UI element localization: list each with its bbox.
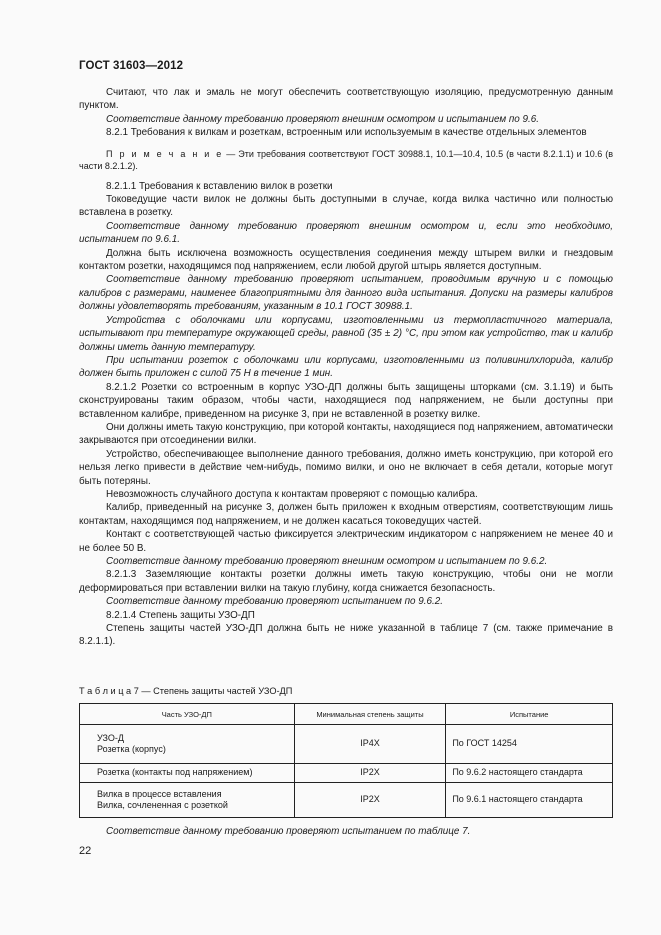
table-header-row <box>80 704 613 725</box>
paragraph: Соответствие данному требованию проверяют испытанием по 9.6.2. <box>106 596 443 608</box>
paragraph: Контакт с соответствующей частью фиксируется электрическим индикатором с напряжением не менее 40 и не более 50 В. <box>79 529 613 554</box>
table-header-cell: Часть УЗО-ДП <box>80 704 295 725</box>
table-cell <box>80 783 295 818</box>
note <box>79 148 613 172</box>
document-header: ГОСТ 31603—2012 <box>79 60 184 72</box>
table-cell: IP2X <box>294 783 446 818</box>
table-cell: По 9.6.2 настоящего стандарта <box>446 764 613 783</box>
cell-line: Вилка в процессе вставления <box>97 788 222 799</box>
table-row <box>80 783 613 818</box>
table-cell <box>80 725 295 764</box>
table-cell: IP2X <box>294 764 446 783</box>
table-row <box>80 764 613 783</box>
note-text: — Эти требования соответствуют ГОСТ 30988.1, 10.1—10.4, 10.5 (в части 8.2.1.1) и 10.6 (в части 8.2.1.2). <box>79 148 613 171</box>
page-number: 22 <box>79 845 92 857</box>
section-heading: 8.2.1.4 Степень защиты УЗО-ДП <box>106 609 255 621</box>
note-label: П р и м е ч а н и е <box>106 148 224 159</box>
table-cell: IP4X <box>294 725 446 764</box>
table-row <box>80 725 613 764</box>
table-caption-text: 7 — Степень защиты частей УЗО-ДП <box>131 686 293 696</box>
footer-note: Соответствие данному требованию проверяют испытанием по таблице 7. <box>106 826 471 837</box>
table-header-cell: Минимальная степень защиты <box>294 704 446 725</box>
paragraph: 8.2.1.2 Розетки со встроенным в корпус УЗО-ДП должны быть защищены шторками (см. 3.1.19) и быть сконструированы таким образом, чтобы части, находящиеся под напряжением, не были доступны при вставленном калибре, приведенном на рисунке 3, при не вставленной в розетку вилке. <box>79 381 613 420</box>
table-cell: По 9.6.1 настоящего стандарта <box>446 783 613 818</box>
table-header-cell: Испытание <box>446 704 613 725</box>
section-heading: 8.2.1.1 Требования к вставлению вилок в розетки <box>106 180 333 192</box>
document-body <box>79 86 613 649</box>
cell-line: Розетка (корпус) <box>97 744 166 754</box>
paragraph: Соответствие данному требованию проверяют внешним осмотром и испытанием по 9.6. <box>106 113 539 125</box>
table-caption-label: Т а б л и ц а <box>79 686 132 696</box>
paragraph: Невозможность случайного доступа к контактам проверяют с помощью калибра. <box>106 488 478 500</box>
paragraph: Соответствие данному требованию проверяют внешним осмотром и, если это необходимо, испытанием по 9.6.1. <box>79 220 613 246</box>
paragraph: Устройство, обеспечивающее выполнение данного требования, должно иметь конструкцию, при которой его нельзя легко привести в действие чем-нибудь, помимо вилки, и оно не включает в себя детали, которые могут быть потеряны. <box>79 448 613 487</box>
paragraph: Соответствие данному требованию проверяют внешним осмотром и испытанием по 9.6.2. <box>106 556 548 567</box>
paragraph: При испытании розеток с оболочками или корпусами, изготовленными из поливинилхлорида, калибр должен быть приложен с силой 75 Н в течение 1 мин. <box>79 354 613 380</box>
table-cell: Розетка (контакты под напряжением) <box>80 764 295 783</box>
table-caption <box>79 686 292 696</box>
paragraph: 8.2.1.3 Заземляющие контакты розетки должны иметь такую конструкцию, чтобы они не могли деформироваться при вставлении вилки на такую глубину, когда снижается безопасность. <box>79 569 613 594</box>
section-heading: 8.2.1 Требования к вилкам и розеткам, встроенным или используемым в качестве отдельных элементов <box>106 127 587 139</box>
paragraph: Устройства с оболочками или корпусами, изготовленными из термопластичного материала, испытывают при температуре окружающей среды, равной (35 ± 2) °С, при этом как устройство, так и калибр должны иметь данную температуру. <box>79 314 613 353</box>
paragraph: Должна быть исключена возможность осуществления соединения между штырем вилки и гнездовым контактом розетки, находящимся под напряжением, если любой другой штырь является доступным. <box>79 247 613 273</box>
paragraph: Они должны иметь такую конструкцию, при которой контакты, находящиеся под напряжением, автоматически закрываются при отсоединении вилки. <box>79 421 613 447</box>
cell-line: УЗО-Д <box>97 732 124 743</box>
paragraph: Калибр, приведенный на рисунке 3, должен быть приложен к входным отверстиям, соответствующим лишь контактам, находящимся под напряжением, и не должен касаться токоведущих частей. <box>79 502 613 527</box>
paragraph: Токоведущие части вилок не должны быть доступными в случае, когда вилка частично или полностью вставлена в розетку. <box>79 194 613 219</box>
paragraph: Степень защиты частей УЗО-ДП должна быть не ниже указанной в таблице 7 (см. также примечание в 8.2.1.1). <box>79 623 613 648</box>
paragraph: Считают, что лак и эмаль не могут обеспечить соответствующую изоляцию, предусмотренную данным пунктом. <box>79 87 613 112</box>
protection-table <box>79 703 613 818</box>
cell-line: Вилка, сочлененная с розеткой <box>97 800 228 810</box>
paragraph: Соответствие данному требованию проверяют испытанием, проводимым вручную и с помощью калибров с размерами, наименее благоприятными для данного вида испытания. Допуски на размеры калибров должны удовлетворять требованиям, указанным в 10.1 ГОСТ 30988.1. <box>79 274 613 313</box>
table-cell: По ГОСТ 14254 <box>446 725 613 764</box>
